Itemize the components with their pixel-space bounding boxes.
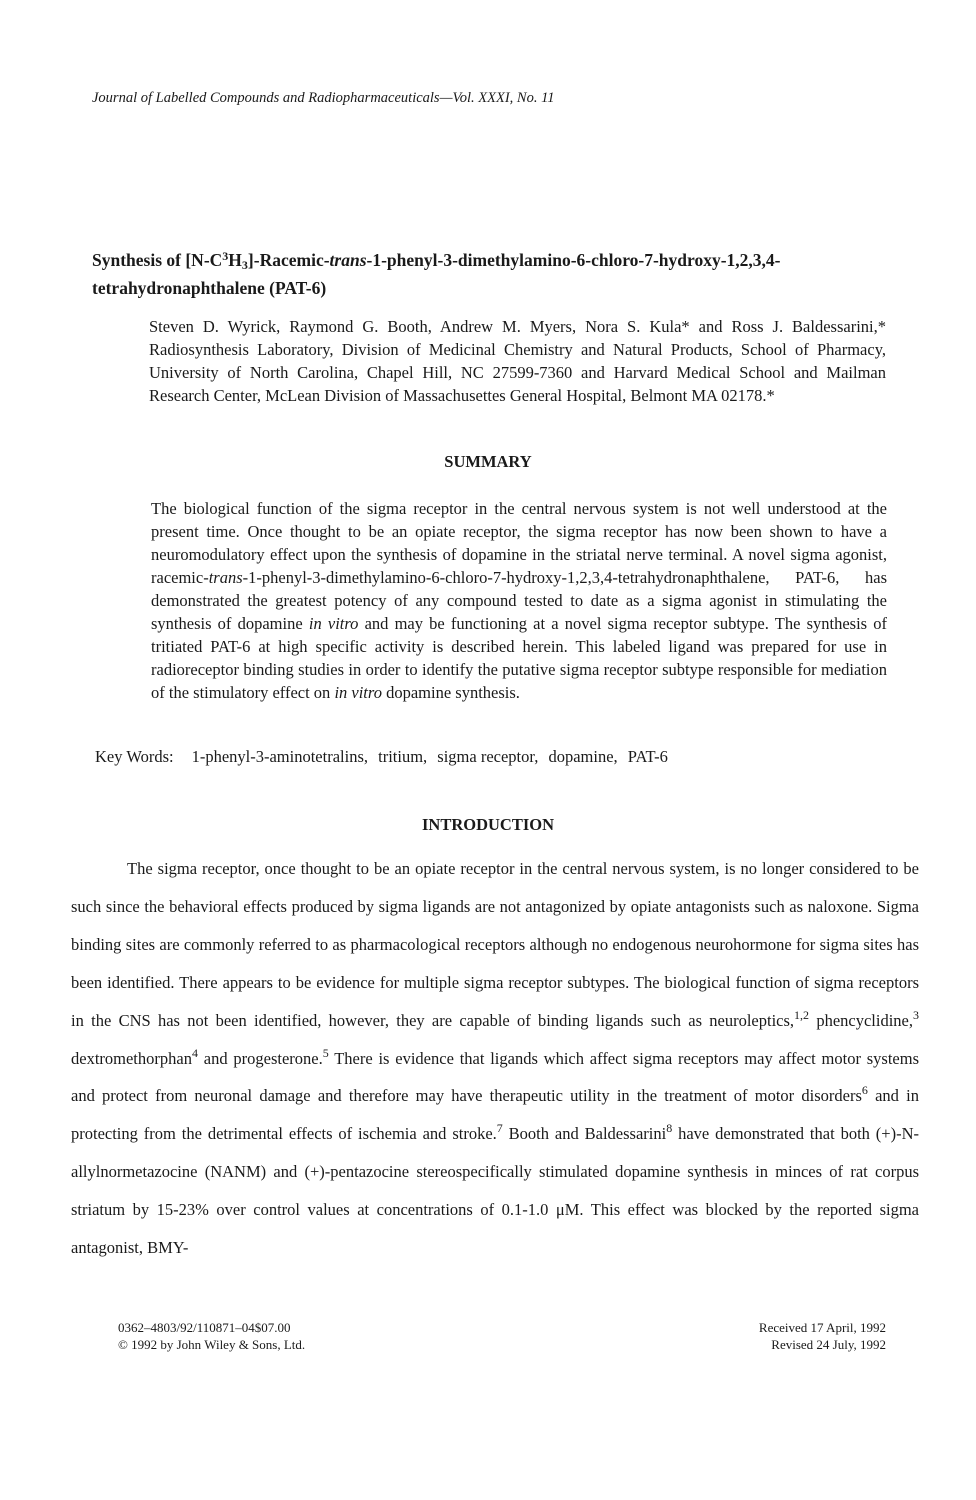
keywords [95, 747, 674, 767]
title-part: -1-phenyl-3-dimethylamino-6-chloro-7-hydroxy-1,2,3,4-tetrahydronaphthalene (PAT-6) [92, 250, 781, 298]
title-part: H [228, 250, 242, 270]
introduction-body [71, 850, 919, 1267]
keyword: PAT-6 [627, 747, 668, 766]
copyright: © 1992 by John Wiley & Sons, Ltd. [118, 1337, 306, 1352]
summary-italic: in vitro [334, 683, 382, 702]
title-italic: trans [329, 250, 367, 270]
summary-italic: in vitro [308, 614, 359, 633]
citation-ref: 7 [496, 1121, 503, 1136]
summary-italic: trans [208, 568, 243, 587]
citation-ref: 3 [913, 1007, 920, 1022]
received-date: Received 17 April, 1992 [758, 1320, 886, 1335]
keyword: sigma receptor, [437, 747, 539, 766]
article-code: 0362–4803/92/110871–04$07.00 [118, 1320, 291, 1335]
paper-title [92, 245, 892, 300]
introduction-heading: INTRODUCTION [421, 815, 555, 834]
title-subscript: 3 [241, 258, 248, 272]
intro-text: There is evidence that ligands which affect sigma receptors may affect motor systems and protect from neuronal damage and therefore may have therapeutic utility in the treatment of motor disorders [71, 1048, 919, 1106]
summary-part: dopamine synthesis. [381, 683, 520, 702]
summary-heading: SUMMARY [444, 452, 532, 471]
citation-ref: 5 [322, 1045, 329, 1060]
summary-part: and may be functioning at a novel sigma receptor subtype. The synthesis of tritiated PAT-6 at high specific activity is described herein. This labeled ligand was prepared for use in radioreceptor binding studies in order to identify the putative sigma receptor subtype responsible for mediation of the stimulatory effect on [151, 614, 887, 702]
citation-ref: 6 [861, 1083, 868, 1098]
intro-text: The sigma receptor, once thought to be an opiate receptor in the central nervous system, is no longer considered to be such since the behavioral effects produced by sigma ligands are not antagonized by opiate antagonists such as naloxone. Sigma binding sites are commonly referred to as pharmacological receptors although no endogenous neurohormone for sigma sites has been identified. There appears to be evidence for multiple sigma receptor subtypes. The biological function of sigma receptors in the CNS has not been identified, however, they are capable of binding ligands such as neuroleptics, [71, 859, 919, 1030]
keyword: tritium, [378, 747, 428, 766]
keyword: dopamine, [548, 747, 618, 766]
summary-part: -1-phenyl-3-dimethylamino-6-chloro-7-hydroxy-1,2,3,4-tetrahydronaphthalene, PAT-6, has demonstrated the greatest potency of any compound tested to date as a sigma agonist in stimulating the synthesis of dopamine [151, 568, 887, 633]
citation-ref: 8 [666, 1121, 673, 1136]
footer-publication-info [118, 1319, 305, 1353]
intro-text: and in protecting from the detrimental effects of ischemia and stroke. [71, 1086, 919, 1144]
introduction-paragraph [71, 850, 919, 1267]
author-affiliations: Steven D. Wyrick, Raymond G. Booth, Andrew M. Myers, Nora S. Kula* and Ross J. Baldessarini,* Radiosynthesis Laboratory, Division of Medicinal Chemistry and Natural Products, School of Pharmacy, University of North Carolina, Chapel Hill, NC 27599-7360 and Harvard Medical School and Mailman Research Center, McLean Division of Massachusettes General Hospital, Belmont MA 02178.* [149, 317, 886, 405]
intro-text: have demonstrated that both (+)-N-allylnormetazocine (NANM) and (+)-pentazocine stereospecifically stimulated dopamine synthesis in minces of rat corpus striatum by 15-23% over control values at concentrations of 0.1-1.0 μM. This effect was blocked by the reported sigma antagonist, BMY- [71, 1124, 920, 1258]
journal-header: Journal of Labelled Compounds and Radiopharmaceuticals—Vol. XXXI, No. 11 [92, 90, 555, 106]
keywords-label: Key Words: [95, 747, 174, 766]
revised-date: Revised 24 July, 1992 [771, 1337, 886, 1352]
title-part: ]-Racemic- [247, 250, 330, 270]
footer-dates [686, 1319, 886, 1353]
intro-text: dextromethorphan [71, 1048, 192, 1068]
title-superscript: 3 [222, 249, 229, 263]
title-part: Synthesis of [N-C [92, 250, 223, 270]
summary-part: The biological function of the sigma receptor in the central nervous system is not well understood at the present time. Once thought to be an opiate receptor, the sigma receptor has now been shown to have a neuromodulatory effect upon the synthesis of dopamine in the striatal nerve terminal. A novel sigma agonist, racemic- [151, 499, 887, 587]
citation-ref: 4 [191, 1045, 198, 1060]
intro-text: Booth and Baldessarini [502, 1124, 667, 1144]
summary-text [151, 497, 887, 704]
keyword: 1-phenyl-3-aminotetralins, [191, 747, 368, 766]
citation-ref: 1,2 [794, 1007, 810, 1022]
intro-text: and progesterone. [197, 1048, 323, 1068]
intro-text: phencyclidine, [809, 1010, 914, 1030]
